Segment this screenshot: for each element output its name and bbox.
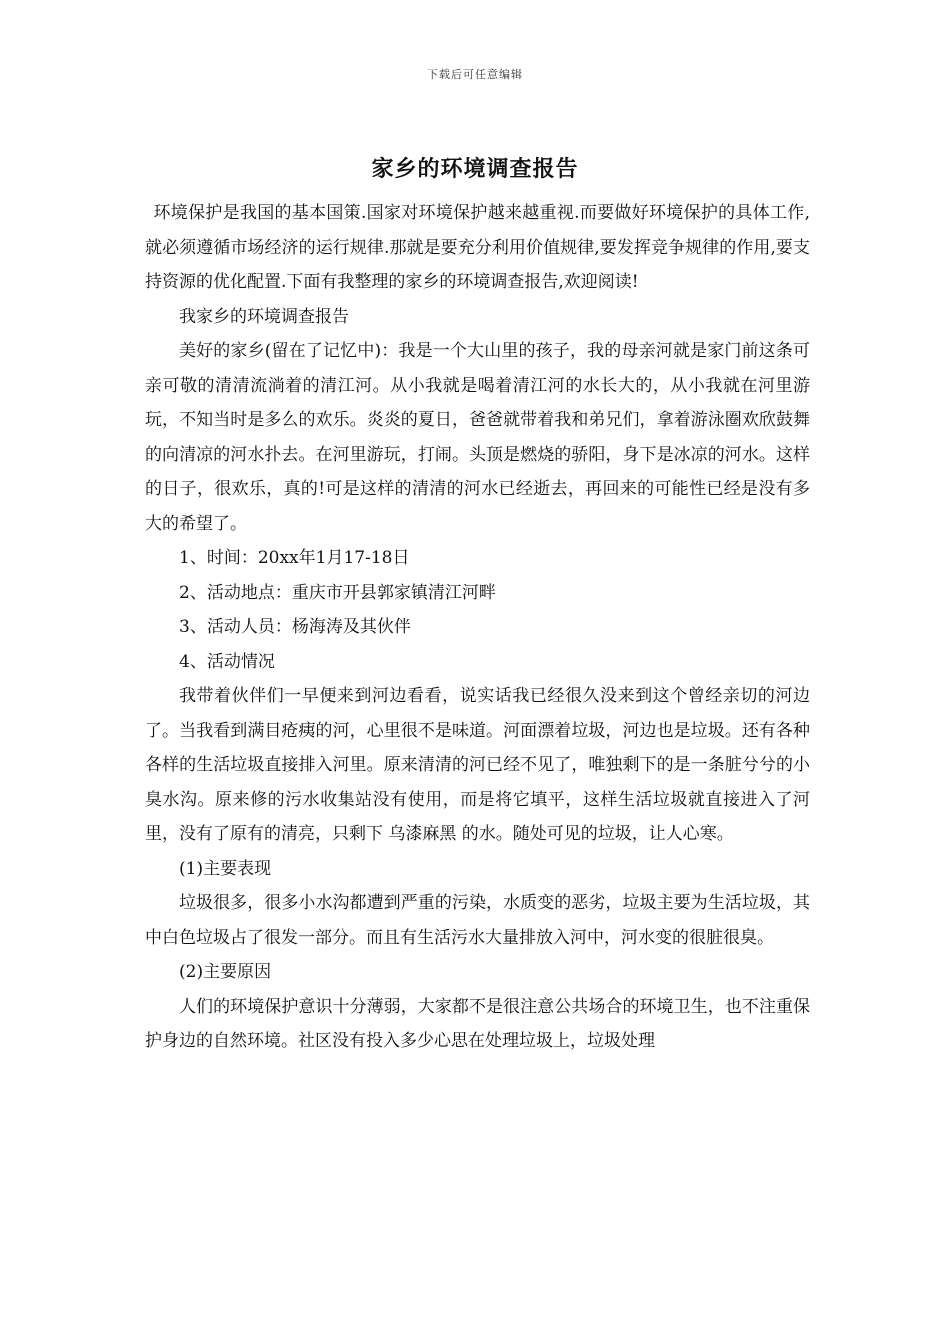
document-title: 家乡的环境调查报告 xyxy=(371,156,579,182)
intro-paragraph: 环境保护是我国的基本国策.国家对环境保护越来越重视.而要做好环境保护的具体工作,就必须遵循市场经济的运行规律.那就是要充分利用价值规律,要发挥竞争规律的作用,要支持资源的优化配置.下面有我整理的家乡的环境调查报告,欢迎阅读! xyxy=(145,203,810,292)
activity-paragraph: 我带着伙伴们一早便来到河边看看，说实话我已经很久没来到这个曾经亲切的河边了。当我看到满目疮痍的河，心里很不是味道。河面漂着垃圾，河边也是垃圾。还有各种各样的生活垃圾直接排入河里。原来清清的河已经不见了，唯独剩下的是一条脏兮兮的小臭水沟。原来修的污水收集站没有使用，而是将它填平，这样生活垃圾就直接进入了河里，没有了原有的清亮，只剩下 乌漆麻黑 的水。随处可见的垃圾，让人心寒。 xyxy=(145,686,810,844)
section-main-causes: (2)主要原因 xyxy=(179,962,272,982)
item-participants: 3、活动人员：杨海涛及其伙伴 xyxy=(179,617,411,637)
performance-paragraph: 垃圾很多，很多小水沟都遭到严重的污染，水质变的恶劣，垃圾主要为生活垃圾，其中白色垃圾占了很发一部分。而且有生活污水大量排放入河中，河水变的很脏很臭。 xyxy=(145,893,810,948)
item-location: 2、活动地点：重庆市开县郭家镇清江河畔 xyxy=(179,582,496,603)
document-body xyxy=(145,196,810,1059)
header-note: 下载后可任意编辑 xyxy=(427,68,523,81)
section-main-performance: (1)主要表现 xyxy=(179,858,272,879)
item-time: 1、时间：20xx年1月17-18日 xyxy=(179,548,410,568)
memory-paragraph: 美好的家乡(留在了记忆中)：我是一个大山里的孩子，我的母亲河就是家门前这条可亲可敬的清清流淌着的清江河。从小我就是喝着清江河的水长大的，从小我就在河里游玩，不知当时是多么的欢乐。炎炎的夏日，爸爸就带着我和弟兄们，拿着游泳圈欢欣鼓舞的向清凉的河水扑去。在河里游玩，打闹。头顶是燃烧的骄阳，身下是冰凉的河水。这样的日子，很欢乐，真的!可是这样的清清的河水已经逝去，再回来的可能性已经是没有多大的希望了。 xyxy=(145,341,810,534)
causes-paragraph: 人们的环境保护意识十分薄弱，大家都不是很注意公共场合的环境卫生，也不注重保护身边的自然环境。社区没有投入多少心思在处理垃圾上，垃圾处理 xyxy=(145,996,810,1051)
item-activity: 4、活动情况 xyxy=(179,651,275,672)
report-subtitle: 我家乡的环境调查报告 xyxy=(179,306,349,327)
